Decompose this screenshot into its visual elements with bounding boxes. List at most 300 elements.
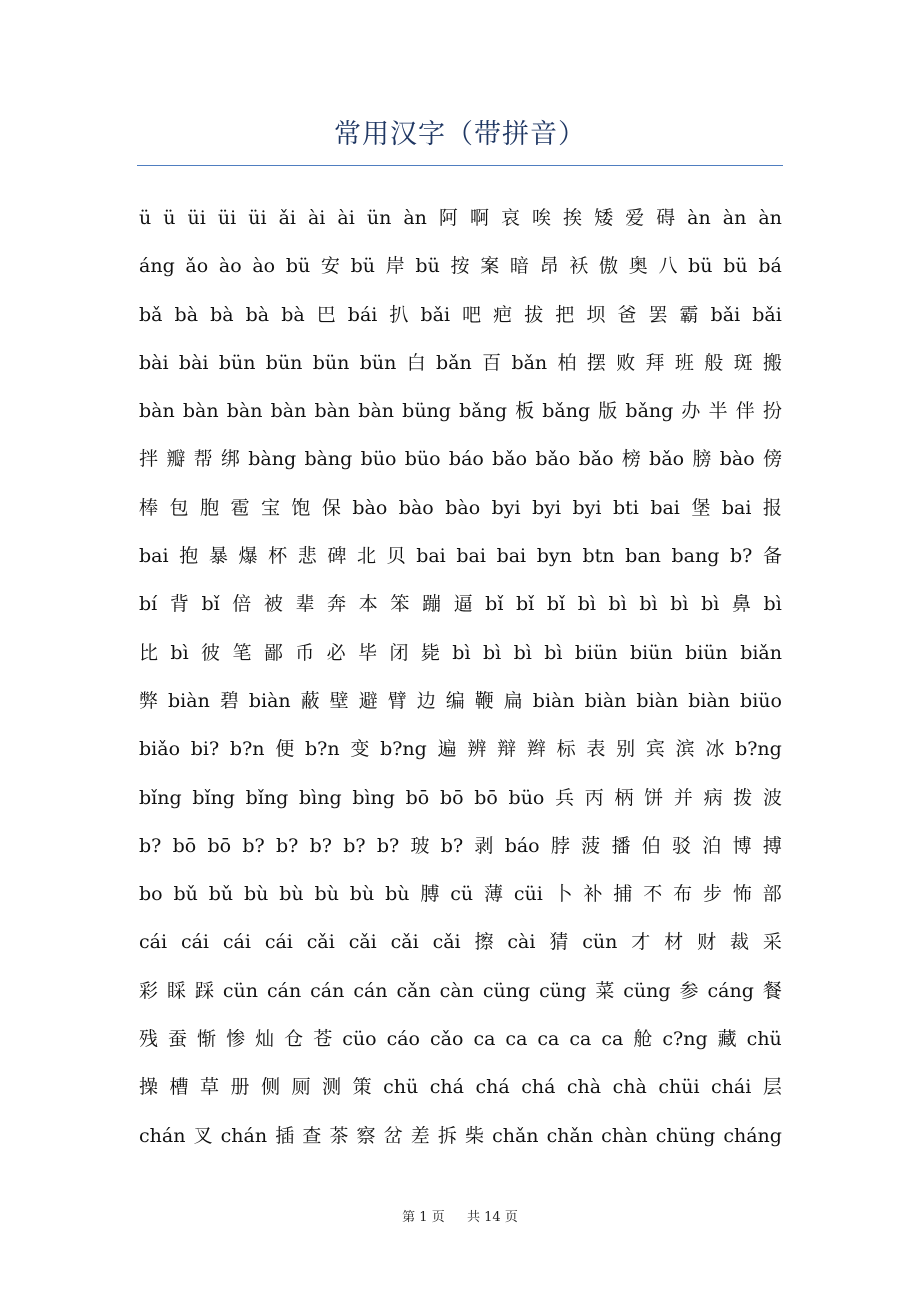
- text-token: ǎi: [278, 207, 296, 229]
- text-token: bai: [496, 545, 527, 568]
- text-token: b?n: [305, 738, 340, 761]
- text-token: bǎng: [625, 400, 674, 423]
- text-token: büo: [508, 786, 545, 809]
- text-token: ca: [505, 1028, 528, 1051]
- text-token: 裁: [729, 931, 749, 954]
- text-token: 参: [679, 979, 699, 1002]
- text-token: ca: [569, 1028, 592, 1051]
- text-token: bün: [312, 351, 350, 374]
- text-token: 搬: [762, 351, 782, 374]
- text-token: bì: [513, 641, 532, 664]
- text-token: bàn: [182, 400, 219, 423]
- text-token: bō: [405, 786, 430, 809]
- text-token: biàn: [532, 689, 575, 712]
- text-token: 避: [358, 689, 378, 712]
- text-token: 辩: [497, 738, 517, 761]
- text-token: 玻: [410, 834, 430, 857]
- text-token: 别: [616, 738, 636, 761]
- text-token: 宝: [260, 496, 280, 519]
- text-token: 北: [356, 545, 376, 568]
- text-token: bǎo: [578, 448, 614, 471]
- text-token: bí: [139, 593, 158, 616]
- total-label-prefix: 共: [467, 1210, 481, 1225]
- text-token: 材: [664, 931, 684, 954]
- text-token: 安: [320, 255, 340, 278]
- text-token: bǎi: [710, 303, 741, 326]
- text-line: [139, 1112, 782, 1160]
- text-token: bì: [608, 593, 627, 616]
- text-token: bà: [245, 303, 270, 326]
- text-token: bü: [285, 255, 311, 278]
- text-token: 办: [681, 400, 701, 423]
- text-token: bǎn: [511, 351, 548, 374]
- text-token: 百: [482, 351, 502, 374]
- text-token: 驳: [672, 834, 692, 857]
- text-token: 察: [356, 1124, 376, 1147]
- text-token: b?: [276, 834, 299, 857]
- text-token: 餐: [762, 979, 782, 1002]
- text-token: 蚕: [168, 1028, 188, 1051]
- text-token: bǎn: [436, 351, 472, 374]
- text-token: 插: [275, 1124, 295, 1147]
- text-token: bo: [139, 883, 163, 906]
- text-token: chǎn: [546, 1124, 594, 1147]
- text-token: 便: [275, 738, 295, 761]
- text-token: 层: [762, 1076, 782, 1099]
- page-label-suffix: 页: [431, 1210, 445, 1225]
- text-token: cǎi: [348, 931, 377, 954]
- text-token: 臂: [387, 689, 407, 712]
- text-token: byi: [532, 496, 562, 519]
- text-token: 唉: [532, 207, 552, 229]
- text-token: 舱: [633, 1028, 653, 1051]
- text-token: bìng: [298, 786, 342, 809]
- text-token: àn: [403, 207, 427, 229]
- text-token: bǎ: [139, 303, 163, 326]
- text-token: 操: [139, 1076, 159, 1099]
- text-token: btn: [582, 545, 615, 568]
- text-token: bang: [671, 545, 720, 568]
- text-token: 拆: [437, 1124, 457, 1147]
- text-token: bàng: [248, 448, 297, 471]
- text-token: 播: [611, 834, 631, 857]
- text-token: 柴: [464, 1124, 484, 1147]
- text-token: àn: [722, 207, 747, 229]
- text-token: chá: [429, 1076, 464, 1099]
- text-token: üi: [217, 207, 237, 229]
- text-line: [139, 532, 782, 580]
- text-token: chü: [746, 1028, 782, 1051]
- text-token: 暴: [208, 545, 228, 568]
- text-token: 菜: [595, 979, 615, 1002]
- text-token: cán: [266, 979, 302, 1002]
- text-token: cáo: [386, 1028, 420, 1051]
- text-token: chà: [612, 1076, 647, 1099]
- text-token: biǎo: [139, 738, 181, 761]
- text-token: 帮: [193, 448, 213, 471]
- text-token: bá: [758, 255, 782, 278]
- text-token: 兵: [555, 786, 575, 809]
- text-token: 倍: [232, 593, 252, 616]
- text-token: 巴: [316, 303, 336, 326]
- text-token: 毙: [420, 641, 440, 664]
- text-token: 编: [445, 689, 465, 712]
- text-token: 扁: [503, 689, 523, 712]
- text-token: bti: [612, 496, 639, 519]
- text-line: [139, 1063, 782, 1111]
- text-token: bǎng: [459, 400, 507, 423]
- text-token: cái: [222, 931, 251, 954]
- text-token: 标: [556, 738, 576, 761]
- text-token: cài: [507, 931, 536, 954]
- text-token: 辫: [526, 738, 546, 761]
- text-token: bù: [314, 883, 339, 906]
- text-token: cái: [180, 931, 209, 954]
- text-line: [139, 580, 782, 628]
- text-token: 博: [732, 834, 752, 857]
- text-line: [139, 387, 782, 435]
- text-token: 逼: [453, 593, 473, 616]
- text-token: bai: [456, 545, 486, 568]
- text-token: 榜: [621, 448, 641, 471]
- text-token: 背: [169, 593, 189, 616]
- text-token: báo: [504, 834, 540, 857]
- text-token: bàn: [139, 400, 175, 423]
- text-token: 昂: [539, 255, 559, 278]
- text-token: bào: [398, 496, 434, 519]
- text-token: 测: [322, 1076, 342, 1099]
- text-token: bài: [178, 351, 209, 374]
- text-token: 摆: [586, 351, 606, 374]
- text-token: 茶: [329, 1124, 349, 1147]
- text-token: bō: [439, 786, 464, 809]
- text-token: 棒: [139, 496, 159, 519]
- text-token: 膀: [692, 448, 712, 471]
- text-token: 币: [295, 641, 315, 664]
- text-token: bà: [281, 303, 305, 326]
- text-token: üi: [187, 207, 206, 229]
- text-token: 贝: [386, 545, 406, 568]
- text-token: 差: [410, 1124, 430, 1147]
- text-token: b?: [730, 545, 753, 568]
- text-token: chàn: [601, 1124, 648, 1147]
- text-token: 被: [263, 593, 283, 616]
- text-line: [139, 677, 782, 725]
- text-token: chà: [566, 1076, 602, 1099]
- text-token: bì: [482, 641, 502, 664]
- text-token: 伯: [641, 834, 661, 857]
- text-token: bō: [172, 834, 197, 857]
- text-token: 斑: [733, 351, 753, 374]
- text-token: 边: [416, 689, 436, 712]
- text-token: 叉: [193, 1124, 213, 1147]
- text-token: 蹦: [421, 593, 441, 616]
- text-token: 膊: [420, 883, 440, 906]
- text-token: cǎi: [306, 931, 335, 954]
- text-token: ü: [139, 207, 152, 229]
- text-token: 惭: [197, 1028, 217, 1051]
- text-token: bǐng: [245, 786, 289, 809]
- text-token: áng: [139, 255, 175, 278]
- text-token: 碧: [219, 689, 239, 712]
- title-underline-divider: [137, 165, 783, 166]
- text-token: 藏: [717, 1028, 737, 1051]
- text-token: 瓣: [166, 448, 186, 471]
- text-token: 并: [673, 786, 693, 809]
- text-token: chǎn: [492, 1124, 539, 1147]
- text-token: bün: [265, 351, 303, 374]
- text-token: b?: [242, 834, 265, 857]
- text-token: 保: [321, 496, 341, 519]
- text-token: 侧: [261, 1076, 281, 1099]
- text-line: [139, 339, 782, 387]
- page-footer: [0, 1206, 920, 1225]
- text-token: ca: [473, 1028, 496, 1051]
- text-line: [139, 194, 782, 242]
- text-token: 脖: [550, 834, 570, 857]
- text-token: byi: [572, 496, 602, 519]
- text-token: 暗: [509, 255, 529, 278]
- text-token: 鼻: [731, 593, 751, 616]
- text-token: 按: [450, 255, 470, 278]
- total-page-count: 14: [484, 1210, 501, 1225]
- text-token: àn: [758, 207, 782, 229]
- text-token: báo: [448, 448, 484, 471]
- text-token: 扮: [762, 400, 782, 423]
- text-token: 擦: [474, 931, 494, 954]
- text-token: b?: [376, 834, 400, 857]
- text-token: 柏: [557, 351, 577, 374]
- text-token: 挨: [563, 207, 583, 229]
- text-token: chüng: [655, 1124, 716, 1147]
- text-line: [139, 435, 782, 483]
- text-token: bü: [415, 255, 440, 278]
- text-token: cán: [353, 979, 388, 1002]
- text-token: 宾: [645, 738, 665, 761]
- text-token: 遍: [437, 738, 457, 761]
- text-token: b?: [309, 834, 332, 857]
- text-token: 傲: [599, 255, 619, 278]
- text-token: 病: [703, 786, 723, 809]
- text-token: cǎo: [430, 1028, 464, 1051]
- pinyin-character-list: [139, 194, 782, 1160]
- text-token: 雹: [230, 496, 250, 519]
- text-token: 必: [326, 641, 346, 664]
- text-token: 傍: [762, 448, 782, 471]
- text-token: büo: [404, 448, 441, 471]
- text-token: 弊: [139, 689, 159, 712]
- text-token: 碑: [327, 545, 347, 568]
- text-token: bai: [650, 496, 680, 519]
- text-token: 灿: [255, 1028, 275, 1051]
- text-token: bào: [352, 496, 388, 519]
- text-token: cü: [450, 883, 474, 906]
- text-token: bǐ: [485, 593, 504, 616]
- text-token: 捕: [613, 883, 633, 906]
- current-page-number: 1: [419, 1210, 428, 1225]
- text-token: bàng: [304, 448, 353, 471]
- text-token: 碍: [656, 207, 676, 229]
- text-token: bǐ: [546, 593, 566, 616]
- text-token: 策: [352, 1076, 372, 1099]
- text-token: cüi: [513, 883, 543, 906]
- text-token: 剥: [474, 834, 494, 857]
- text-token: 坝: [586, 303, 606, 326]
- text-token: bün: [218, 351, 256, 374]
- text-token: 爆: [238, 545, 258, 568]
- text-token: bǔ: [173, 883, 198, 906]
- text-token: 惨: [226, 1028, 246, 1051]
- text-token: 本: [358, 593, 378, 616]
- text-token: 奥: [628, 255, 648, 278]
- text-token: 堡: [691, 496, 711, 519]
- text-token: biàn: [168, 689, 210, 712]
- text-token: 残: [139, 1028, 159, 1051]
- text-token: 啊: [469, 207, 489, 229]
- text-line: [139, 918, 782, 966]
- text-line: [139, 629, 782, 677]
- text-token: 矮: [594, 207, 614, 229]
- text-token: 彼: [201, 641, 221, 664]
- text-token: büng: [402, 400, 451, 423]
- text-token: 板: [515, 400, 535, 423]
- text-token: 杯: [268, 545, 288, 568]
- text-token: ü: [163, 207, 176, 229]
- text-token: bù: [349, 883, 375, 906]
- text-token: cüo: [342, 1028, 377, 1051]
- text-token: bì: [544, 641, 563, 664]
- text-token: bào: [719, 448, 755, 471]
- text-token: 八: [658, 255, 678, 278]
- total-label-suffix: 页: [504, 1210, 518, 1225]
- text-token: ài: [337, 207, 355, 229]
- text-token: 辈: [295, 593, 315, 616]
- text-token: 扒: [389, 303, 409, 326]
- text-line: [139, 242, 782, 290]
- text-token: 拨: [733, 786, 753, 809]
- text-token: 毕: [358, 641, 378, 664]
- text-token: 采: [762, 931, 782, 954]
- text-token: bà: [210, 303, 234, 326]
- text-token: chái: [711, 1076, 752, 1099]
- text-token: cün: [582, 931, 618, 954]
- text-token: bì: [639, 593, 658, 616]
- text-token: chü: [383, 1076, 419, 1099]
- text-token: cüng: [482, 979, 531, 1002]
- text-token: 绑: [220, 448, 240, 471]
- text-token: bǎo: [492, 448, 528, 471]
- text-token: 奔: [327, 593, 347, 616]
- text-token: bǎi: [752, 303, 782, 326]
- text-token: 泊: [702, 834, 722, 857]
- text-token: bàn: [270, 400, 307, 423]
- text-token: 猜: [549, 931, 569, 954]
- text-token: b?ng: [735, 738, 782, 761]
- text-token: b?n: [229, 738, 265, 761]
- text-token: ban: [625, 545, 661, 568]
- text-token: bǐng: [192, 786, 235, 809]
- text-token: 拜: [645, 351, 665, 374]
- text-token: 步: [703, 883, 723, 906]
- text-token: chán: [220, 1124, 268, 1147]
- text-token: biǎn: [740, 641, 782, 664]
- text-token: 饼: [644, 786, 664, 809]
- text-token: üi: [248, 207, 267, 229]
- text-token: 搏: [762, 834, 782, 857]
- text-token: 草: [200, 1076, 220, 1099]
- text-token: cái: [264, 931, 293, 954]
- text-token: chán: [139, 1124, 186, 1147]
- text-token: bì: [701, 593, 720, 616]
- text-token: 霸: [679, 303, 699, 326]
- text-token: chá: [521, 1076, 556, 1099]
- page-title: 常用汉字（带拼音）: [334, 119, 586, 150]
- text-token: 苍: [313, 1028, 333, 1051]
- text-token: 彩: [139, 979, 159, 1002]
- text-token: ca: [537, 1028, 560, 1051]
- text-token: 鞭: [474, 689, 494, 712]
- text-token: 版: [598, 400, 618, 423]
- text-token: 报: [762, 496, 782, 519]
- text-token: 爱: [625, 207, 645, 229]
- text-token: ào: [218, 255, 242, 278]
- text-token: bǐ: [516, 593, 535, 616]
- text-token: 查: [302, 1124, 322, 1147]
- text-token: bì: [763, 593, 782, 616]
- text-token: cái: [139, 931, 168, 954]
- text-token: 笨: [390, 593, 410, 616]
- text-token: ài: [307, 207, 326, 229]
- text-line: [139, 725, 782, 773]
- text-token: 部: [762, 883, 782, 906]
- text-token: 罢: [648, 303, 668, 326]
- text-token: 薄: [483, 883, 503, 906]
- text-token: bǎo: [649, 448, 685, 471]
- text-line: [139, 1015, 782, 1063]
- text-token: 半: [708, 400, 728, 423]
- text-token: 岸: [385, 255, 405, 278]
- text-token: c?ng: [662, 1028, 708, 1051]
- text-token: 布: [673, 883, 693, 906]
- text-token: àn: [687, 207, 711, 229]
- text-token: bì: [170, 641, 189, 664]
- text-token: b?: [440, 834, 464, 857]
- text-token: cǎi: [432, 931, 461, 954]
- text-token: cán: [310, 979, 345, 1002]
- text-token: 袄: [569, 255, 589, 278]
- text-token: 拔: [524, 303, 544, 326]
- text-token: 般: [704, 351, 724, 374]
- text-token: ǎo: [185, 255, 209, 278]
- text-token: biàn: [636, 689, 679, 712]
- text-token: bài: [139, 351, 169, 374]
- text-token: 辨: [467, 738, 487, 761]
- text-token: cüng: [623, 979, 671, 1002]
- text-token: ào: [252, 255, 276, 278]
- text-token: bàn: [226, 400, 263, 423]
- text-token: 厕: [291, 1076, 311, 1099]
- text-token: 槽: [169, 1076, 189, 1099]
- text-token: bào: [445, 496, 481, 519]
- text-token: 败: [616, 351, 636, 374]
- text-token: cün: [222, 979, 259, 1002]
- text-token: 踩: [194, 979, 214, 1002]
- text-token: b?: [343, 834, 366, 857]
- text-token: biün: [629, 641, 673, 664]
- text-token: bì: [577, 593, 596, 616]
- text-token: 吧: [462, 303, 482, 326]
- text-token: 案: [480, 255, 500, 278]
